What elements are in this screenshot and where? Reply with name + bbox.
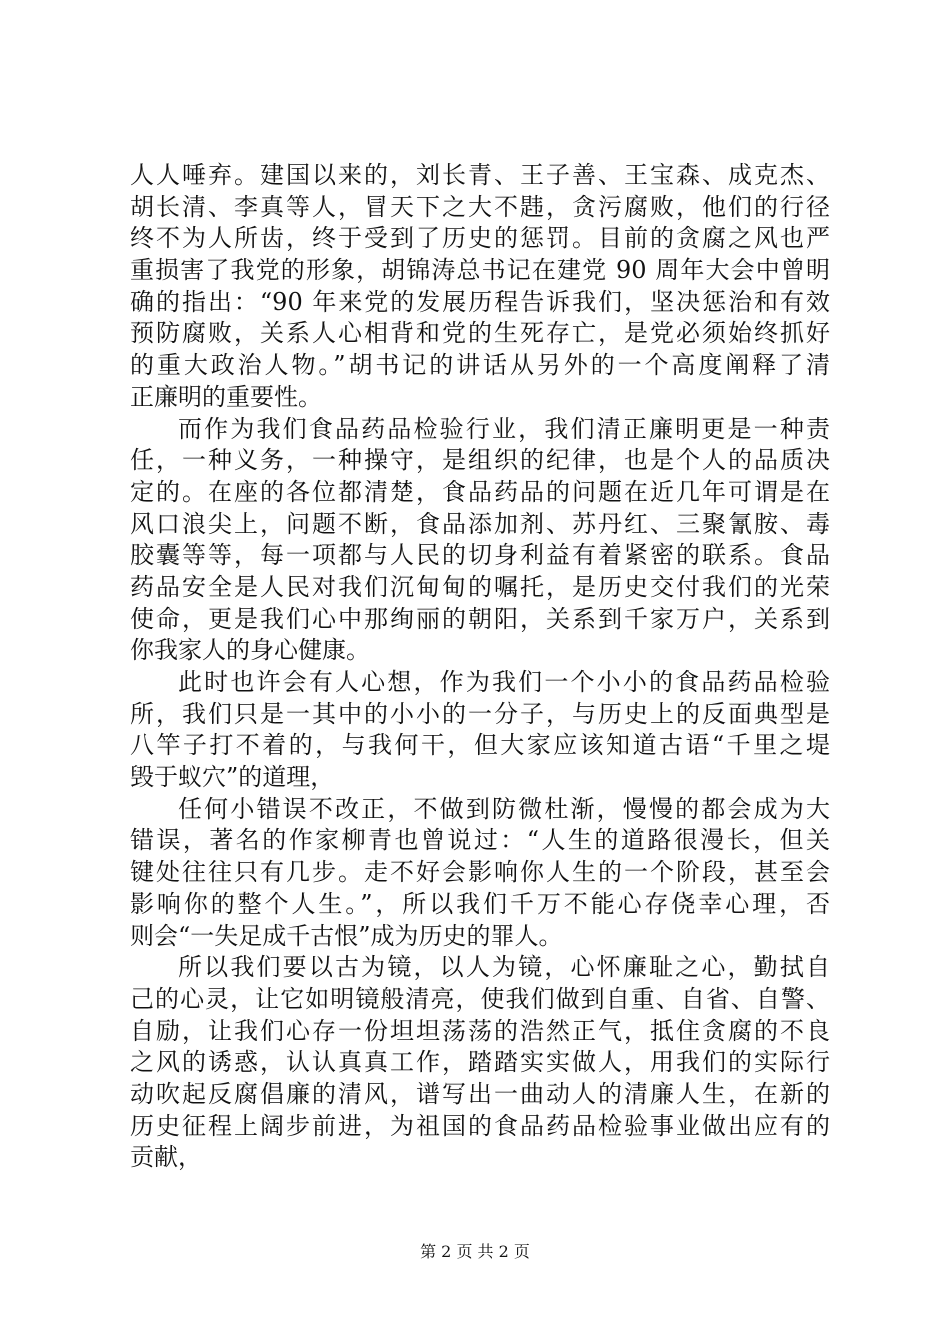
text-line: 毁于蚁穴”的道理， (130, 763, 335, 792)
text-line: 影响你的整个人生。”，所以我们千万不能心存侥幸心理，否 (130, 889, 830, 918)
text-line: 任何小错误不改正，不做到防微杜渐，慢慢的都会成为大 (178, 794, 830, 823)
text-line: 你我家人的身心健康。 (130, 636, 370, 665)
text-line: 历史征程上阔步前进，为祖国的食品药品检验事业做出应有的 (130, 1111, 830, 1140)
text-line: 使命，更是我们心中那绚丽的朝阳，关系到千家万户，关系到 (130, 604, 830, 633)
text-line: 人人唾弃。建国以来的，刘长青、王子善、王宝森、成克杰、 (130, 161, 830, 189)
text-line: 己的心灵，让它如明镜般清亮，使我们做到自重、自省、自警、 (130, 984, 830, 1013)
text-line: 药品安全是人民对我们沉甸甸的嘱托，是历史交付我们的光荣 (130, 572, 830, 601)
body-text (130, 160, 830, 1174)
text-line: 此时也许会有人心想，作为我们一个小小的食品药品检验 (178, 668, 830, 696)
text-line: 确的指出：“90 年来党的发展历程告诉我们，坚决惩治和有效 (130, 287, 830, 316)
text-line: 所，我们只是一其中的小小的一分子，与历史上的反面典型是 (130, 699, 830, 728)
text-line: 则会“一失足成千古恨”成为历史的罪人。 (130, 921, 563, 950)
text-line: 之风的诱惑，认认真真工作，踏踏实实做人，用我们的实际行 (130, 1048, 830, 1077)
text-line: 胡长清、李真等人，冒天下之大不韪，贪污腐败，他们的行径 (130, 192, 830, 221)
text-line: 八竿子打不着的，与我何干，但大家应该知道古语“千里之堤 (130, 731, 830, 760)
text-line: 的重大政治人物。”胡书记的讲话从另外的一个高度阐释了清 (130, 351, 830, 380)
text-line: 胶囊等等，每一项都与人民的切身利益有着紧密的联系。食品 (130, 541, 830, 570)
text-line: 预防腐败，关系人心相背和党的生死存亡，是党必须始终抓好 (130, 319, 830, 348)
text-line: 而作为我们食品药品检验行业，我们清正廉明更是一种责 (178, 414, 830, 443)
text-line: 终不为人所齿，终于受到了历史的惩罚。目前的贪腐之风也严 (130, 224, 830, 253)
text-line: 所以我们要以古为镜，以人为镜，心怀廉耻之心，勤拭自 (178, 953, 830, 982)
text-line: 错误，著名的作家柳青也曾说过：“人生的道路很漫长，但关 (130, 826, 830, 855)
text-line: 风口浪尖上，问题不断，食品添加剂、苏丹红、三聚氰胺、毒 (130, 509, 830, 538)
text-line: 键处往往只有几步。走不好会影响你人生的一个阶段，甚至会 (130, 858, 830, 887)
text-line: 正廉明的重要性。 (130, 382, 322, 411)
page-footer: 第 2 页 共 2 页 (420, 1242, 530, 1261)
text-line: 重损害了我党的形象，胡锦涛总书记在建党 90 周年大会中曾明 (130, 256, 830, 285)
text-line: 任，一种义务，一种操守，是组织的纪律，也是个人的品质决 (130, 446, 830, 475)
text-line: 自励，让我们心存一份坦坦荡荡的浩然正气，抵住贪腐的不良 (130, 1016, 830, 1045)
text-line: 动吹起反腐倡廉的清风，谱写出一曲动人的清廉人生，在新的 (130, 1079, 830, 1108)
text-line: 贡献， (130, 1143, 202, 1172)
text-line: 定的。在座的各位都清楚，食品药品的问题在近几年可谓是在 (130, 477, 830, 506)
